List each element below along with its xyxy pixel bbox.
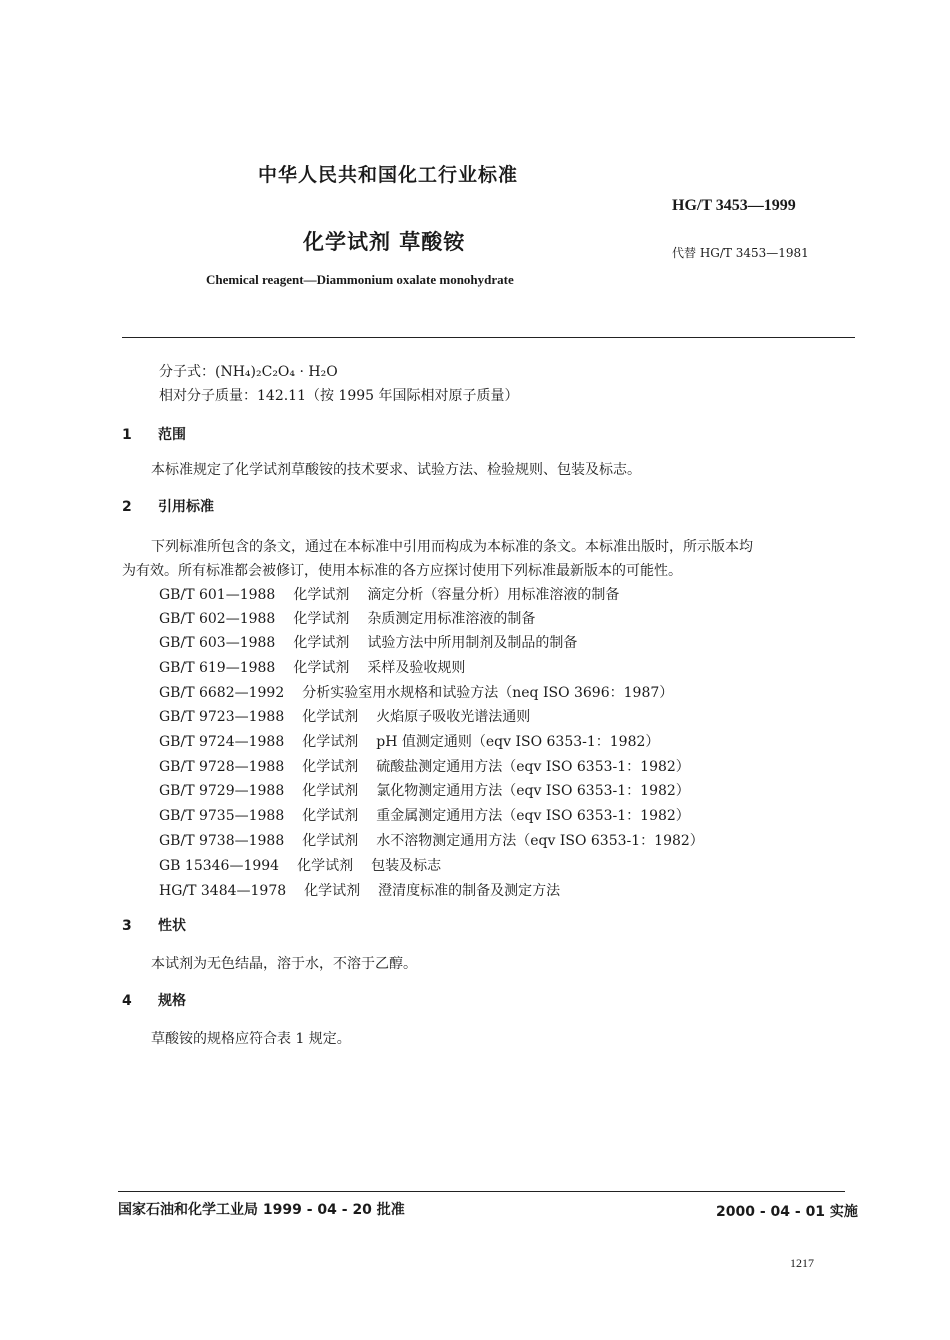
section-1-body: 本标准规定了化学试剂草酸铵的技术要求、试验方法、检验规则、包装及标志。: [151, 462, 641, 478]
list-item: [159, 632, 577, 652]
section-2-heading: [122, 496, 214, 516]
section-title: 引用标准: [158, 499, 214, 515]
standard-number: HG/T 3453—1999: [672, 197, 796, 214]
section-number: 4: [122, 993, 132, 1009]
reference-title: 杂质测定用标准溶液的制备: [367, 611, 536, 627]
english-title: Chemical reagent—Diammonium oxalate monohydrate: [206, 272, 514, 287]
header-divider: [122, 337, 855, 338]
section-2-body-line2: 为有效。所有标准都会被修订，使用本标准的各方应探讨使用下列标准最新版本的可能性。: [122, 563, 682, 579]
section-number: 1: [122, 427, 132, 443]
reference-code: GB/T 9723—1988: [159, 709, 285, 725]
list-item: [159, 657, 465, 677]
reference-title: 重金属测定通用方法（eqv ISO 6353-1：1982）: [376, 808, 690, 824]
reference-title: 采样及验收规则: [367, 660, 466, 676]
reference-category: 化学试剂: [302, 833, 359, 849]
reference-title: 包装及标志: [371, 858, 442, 874]
reference-category: 化学试剂: [293, 635, 350, 651]
reference-category: 化学试剂: [293, 587, 350, 603]
section-title: 规格: [158, 993, 186, 1009]
reference-category: 化学试剂: [293, 660, 350, 676]
reference-code: GB/T 602—1988: [159, 611, 276, 627]
reference-title: 硫酸盐测定通用方法（eqv ISO 6353-1：1982）: [376, 759, 690, 775]
approval-date: 国家石油和化学工业局 1999 - 04 - 20 批准: [118, 1202, 405, 1218]
reference-code: GB/T 6682—1992: [159, 685, 285, 701]
reference-category: 化学试剂: [293, 611, 350, 627]
reference-code: GB/T 9729—1988: [159, 783, 285, 799]
reference-category: 化学试剂: [302, 734, 359, 750]
page-number: 1217: [790, 1256, 814, 1270]
section-3-heading: [122, 915, 186, 935]
reference-title: 分析实验室用水规格和试验方法（neq ISO 3696：1987）: [302, 685, 674, 701]
section-4-body: 草酸铵的规格应符合表 1 规定。: [151, 1031, 351, 1047]
section-4-heading: [122, 990, 186, 1010]
reference-title: 火焰原子吸收光谱法通则: [376, 709, 531, 725]
reference-code: GB/T 9735—1988: [159, 808, 285, 824]
section-3-body: 本试剂为无色结晶，溶于水，不溶于乙醇。: [151, 956, 417, 972]
reference-code: GB/T 9724—1988: [159, 734, 285, 750]
section-number: 3: [122, 918, 132, 934]
list-item: [159, 880, 560, 900]
reference-code: GB/T 9728—1988: [159, 759, 285, 775]
list-item: [159, 608, 535, 628]
section-number: 2: [122, 499, 132, 515]
reference-code: HG/T 3484—1978: [159, 883, 287, 899]
list-item: [159, 756, 690, 776]
effective-date: 2000 - 04 - 01 实施: [716, 1204, 858, 1220]
reference-title: 试验方法中所用制剂及制品的制备: [367, 635, 578, 651]
list-item: [159, 830, 704, 850]
footer-divider: [118, 1191, 845, 1192]
list-item: [159, 682, 673, 702]
section-title: 性状: [158, 918, 186, 934]
formula-value: (NH₄)₂C₂O₄ · H₂O: [215, 364, 338, 380]
reference-title: pH 值测定通则（eqv ISO 6353-1：1982）: [376, 734, 660, 750]
reference-title: 水不溶物测定通用方法（eqv ISO 6353-1：1982）: [376, 833, 704, 849]
formula-label: 分子式：: [159, 364, 215, 380]
reference-title: 氯化物测定通用方法（eqv ISO 6353-1：1982）: [376, 783, 690, 799]
section-title: 范围: [158, 427, 186, 443]
reference-category: 化学试剂: [302, 709, 359, 725]
reference-code: GB 15346—1994: [159, 858, 280, 874]
reference-title: 滴定分析（容量分析）用标准溶液的制备: [367, 587, 620, 603]
list-item: [159, 584, 619, 604]
reference-code: GB/T 601—1988: [159, 587, 276, 603]
reference-code: GB/T 619—1988: [159, 660, 276, 676]
molecular-formula: [159, 361, 338, 381]
section-1-heading: [122, 424, 186, 444]
reference-category: 化学试剂: [297, 858, 354, 874]
reference-category: 化学试剂: [302, 759, 359, 775]
reference-category: 化学试剂: [304, 883, 361, 899]
molecular-mass: 相对分子质量：142.11（按 1995 年国际相对原子质量）: [159, 388, 519, 404]
replaces-note: 代替 HG/T 3453—1981: [672, 246, 809, 260]
section-2-body-line1: 下列标准所包含的条文，通过在本标准中引用而构成为本标准的条文。本标准出版时，所示版本均: [151, 539, 753, 555]
reference-code: GB/T 603—1988: [159, 635, 276, 651]
reference-code: GB/T 9738—1988: [159, 833, 285, 849]
list-item: [159, 731, 659, 751]
list-item: [159, 780, 690, 800]
document-title: 化学试剂 草酸铵: [303, 230, 466, 254]
list-item: [159, 805, 690, 825]
list-item: [159, 706, 530, 726]
reference-category: 化学试剂: [302, 783, 359, 799]
standard-title: 中华人民共和国化工行业标准: [258, 164, 519, 186]
list-item: [159, 855, 441, 875]
reference-category: 化学试剂: [302, 808, 359, 824]
reference-title: 澄清度标准的制备及测定方法: [378, 883, 561, 899]
